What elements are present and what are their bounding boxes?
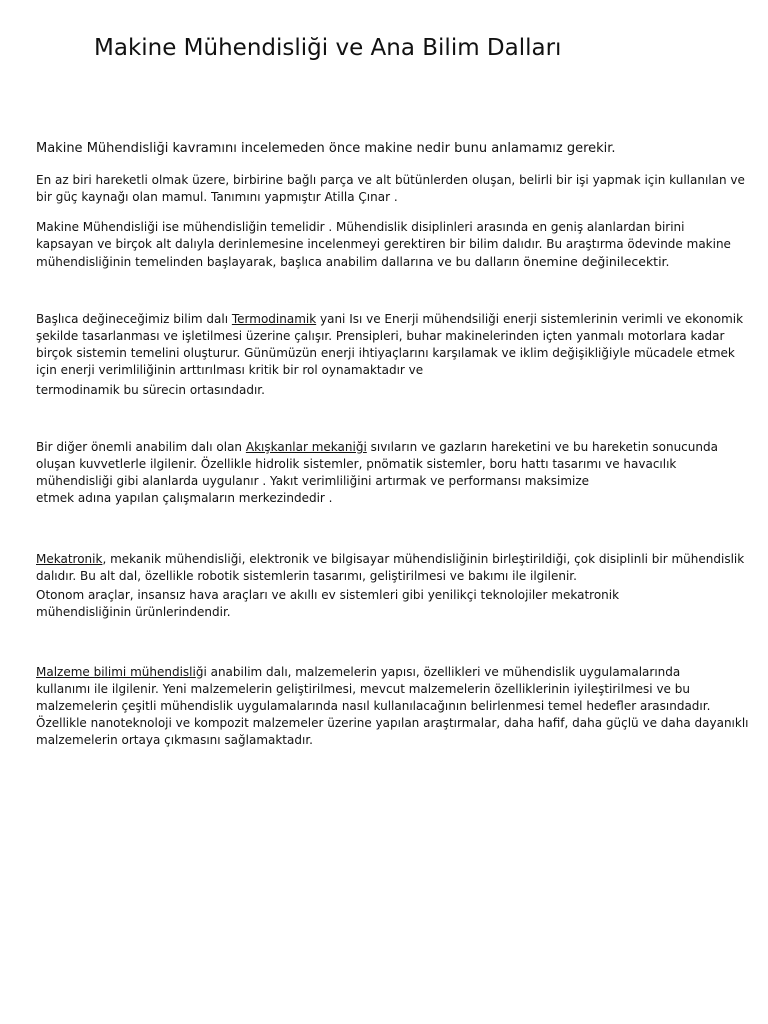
term-fluid-mechanics: Akışkanlar mekaniği	[245, 440, 367, 454]
paragraph-line: mühendisliği gibi alanlarda uygulanır . Yakıt verimliliğini artırmak ve performansı maksimize	[36, 474, 590, 488]
term-thermodynamics: Termodinamik	[231, 312, 317, 326]
line-text-end: önemine değinilecektir.	[523, 254, 670, 269]
document-title: Makine Mühendisliği ve Ana Bilim Dalları	[94, 35, 562, 61]
paragraph-line: malzemelerin ortaya çıkmasını sağlamaktadır.	[36, 733, 313, 747]
paragraph-line: En az biri hareketli olmak üzere, birbirine bağlı parça ve alt bütünlerden oluşan, belirli bir işi yapmak için kullanılan ve	[36, 173, 745, 187]
paragraph-fluid-mechanics	[36, 439, 736, 507]
paragraph-line: Otonom araçlar, insansız hava araçları ve akıllı ev sistemleri gibi yenilikçi teknolojiler mekatronik	[36, 588, 620, 602]
paragraph-mechatronics	[36, 551, 745, 621]
line-lead: Başlıca değineceğimiz bilim dalı	[36, 312, 232, 326]
paragraph-line: oluşan kuvvetlerle ilgilenir. Özellikle hidrolik sistemler, pnömatik sistemler, boru hattı tasarımı ve havacılık	[36, 457, 677, 471]
paragraph-line: mühendisliğinin ürünlerindendir.	[36, 605, 231, 619]
paragraph-line: kullanımı ile ilgilenir. Yeni malzemelerin geliştirilmesi, mevcut malzemelerin özelliklerinin iyileştirilmesi ve bu	[36, 682, 690, 696]
paragraph-line: için enerji verimliliğinin arttırılması kritik bir rol oynamaktadır ve	[36, 363, 424, 377]
paragraph-line: birçok sistemin temelini oluşturur. Günümüzün enerji ihtiyaçlarını karşılamak ve iklim değişikliğiyle mücadele etmek	[36, 346, 735, 360]
intro-sentence: Makine Mühendisliği kavramını incelemeden önce makine nedir bunu anlamamız gerekir.	[36, 141, 616, 156]
line-rest: , mekanik mühendisliği, elektronik ve bilgisayar mühendisliğinin birleştirildiği, çok disiplinli bir mühendislik	[102, 552, 745, 566]
paragraph-line	[36, 551, 745, 568]
paragraph-line: etmek adına yapılan çalışmaların merkezindedir .	[36, 491, 333, 505]
paragraph-line	[36, 311, 744, 328]
line-rest: ği anabilim dalı, malzemelerin yapısı, özellikleri ve mühendislik uygulamalarında	[195, 665, 681, 679]
paragraph-line	[36, 664, 736, 681]
paragraph-line: termodinamik bu sürecin ortasındadır.	[36, 383, 265, 397]
line-text: mühendisliğinin temelinden başlayarak, başlıca anabilim dallarına ve bu dalların	[36, 255, 524, 269]
paragraph-line: bir güç kaynağı olan mamul. Tanımını yapmıştır Atilla Çınar .	[36, 190, 398, 204]
paragraph-line: Özellikle nanoteknoloji ve kompozit malzemeler üzerine yapılan araştırmalar, daha hafif, daha güçlü ve daha dayanıklı	[36, 716, 749, 730]
paragraph-thermodynamics	[36, 311, 744, 399]
paragraph-line: Makine Mühendisliği ise mühendisliğin temelidir . Mühendislik disiplinleri arasında en geniş alanlardan birini	[36, 220, 685, 234]
paragraph-line: malzemelerin çeşitli mühendislik uygulamalarında nasıl kullanılacağının belirlenmesi temel hedefler arasındadır.	[36, 699, 711, 713]
paragraph-line: kapsayan ve birçok alt dalıyla derinlemesine incelenmeyi gerektiren bir bilim dalıdır. Bu araştırma ödevinde makine	[36, 237, 731, 251]
paragraph-line: dalıdır. Bu alt dal, özellikle robotik sistemlerin tasarımı, geliştirilmesi ve bakımı ile ilgilenir.	[36, 569, 577, 583]
paragraph-materials-science	[36, 664, 749, 749]
paragraph-mechanical-engineering	[36, 219, 736, 271]
line-rest: sıvıların ve gazların hareketini ve bu hareketin sonucunda	[366, 440, 718, 454]
line-rest: yani Isı ve Enerji mühendsiliği enerji sistemlerinin verimli ve ekonomik	[316, 312, 744, 326]
paragraph-line	[36, 439, 736, 456]
paragraph-machine-definition	[36, 172, 745, 206]
line-lead: Bir diğer önemli anabilim dalı olan	[36, 440, 246, 454]
term-materials-science: Malzeme bilimi mühendisli	[36, 665, 196, 679]
paragraph-line	[36, 253, 736, 271]
paragraph-line: şekilde tasarlanması ve işletilmesi üzerine çalışır. Prensipleri, buhar makinelerinden içten yanmalı motorlara kadar	[36, 329, 725, 343]
term-mechatronics: Mekatronik	[36, 552, 103, 566]
